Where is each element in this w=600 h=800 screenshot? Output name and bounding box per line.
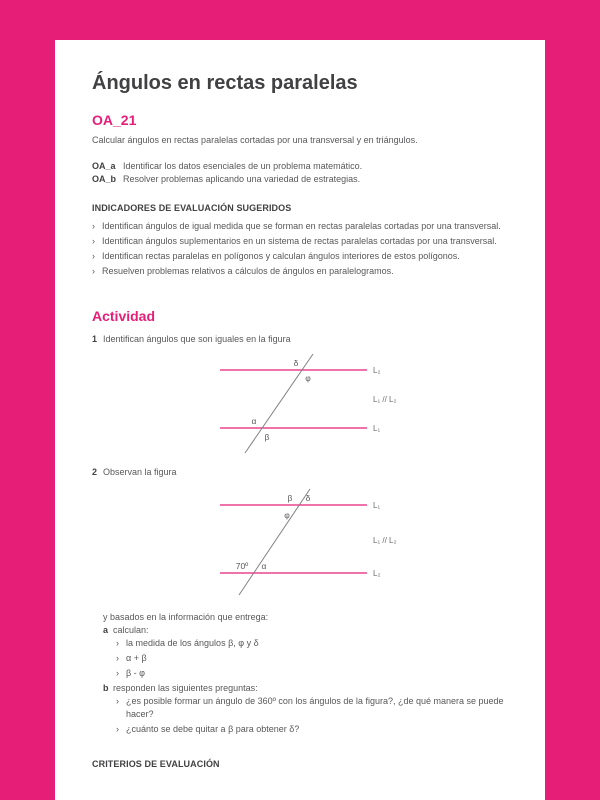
task-letter: b (103, 683, 109, 693)
bullet-marker: › (92, 236, 95, 246)
criteria-heading: CRITERIOS DE EVALUACIÓN (92, 759, 220, 769)
figure2-svg (217, 485, 417, 605)
bullet-marker: › (116, 724, 119, 734)
angle-label-70: 70º (235, 561, 249, 571)
oa-items (92, 160, 508, 186)
bullet-marker: › (116, 668, 119, 678)
angle-label-phi: φ (305, 373, 311, 383)
oa-item-code: OA_b (92, 174, 117, 184)
angle-label-phi: φ (284, 510, 290, 520)
list-item-text: Identifican ángulos de igual medida que se forman en rectas paralelas cortadas por una transversal. (102, 221, 501, 231)
list-item (116, 723, 508, 736)
angle-label-alpha: α (251, 416, 257, 426)
task-b (103, 682, 508, 695)
list-item-text: Resuelven problemas relativos a cálculos de ángulos en paralelogramos. (102, 266, 394, 276)
angle-label-beta: β (287, 493, 293, 503)
transversal-line (245, 354, 313, 453)
document-page (55, 40, 545, 800)
task-a-list (116, 637, 508, 680)
line-label-bottom: L₂ (373, 569, 381, 578)
list-item-text: ¿cuánto se debe quitar a β para obtener δ? (126, 724, 300, 734)
angle-label-beta: β (264, 432, 270, 442)
line-label-top: L₂ (373, 366, 381, 375)
activity-tasks (103, 611, 508, 736)
list-item (92, 235, 508, 248)
activity-item-1 (92, 333, 508, 346)
oa-code-heading: OA_21 (92, 112, 137, 128)
task-text: responden las siguientes preguntas: (113, 683, 258, 693)
oa-item-code: OA_a (92, 161, 116, 171)
item-text: Identifican ángulos que son iguales en la figura (103, 334, 291, 344)
line-label-top: L₁ (373, 501, 381, 510)
indicators-heading: INDICADORES DE EVALUACIÓN SUGERIDOS (92, 203, 292, 213)
list-item-text: Identifican ángulos suplementarios en un sistema de rectas paralelas cortadas por una transversal. (102, 236, 497, 246)
bullet-marker: › (92, 251, 95, 261)
list-item-text: β - φ (126, 668, 146, 678)
list-item-text: α + β (126, 653, 147, 663)
list-item (116, 637, 508, 650)
oa-description: Calcular ángulos en rectas paralelas cortadas por una transversal y en triángulos. (92, 135, 418, 145)
page-title: Ángulos en rectas paralelas (92, 72, 358, 94)
oa-item-text: Identificar los datos esenciales de un problema matemático. (123, 161, 363, 171)
item-number: 2 (92, 467, 98, 477)
list-item-text: ¿es posible formar un ángulo de 360º con los ángulos de la figura?, ¿de qué manera se puede hacer? (126, 696, 504, 719)
parallel-note: L₁ // L₂ (373, 536, 397, 545)
task-a (103, 624, 508, 637)
bullet-marker: › (116, 638, 119, 648)
bullet-marker: › (116, 696, 119, 706)
task-text: calculan: (113, 625, 149, 635)
activity-heading: Actividad (92, 308, 156, 324)
task-b-list (116, 695, 508, 736)
figure1-svg (217, 352, 417, 457)
activity-item-2 (92, 466, 508, 479)
bullet-marker: › (116, 653, 119, 663)
tasks-intro: y basados en la información que entrega: (103, 612, 269, 622)
list-item (116, 695, 508, 721)
angle-label-delta: δ (305, 493, 311, 503)
list-item (116, 667, 508, 680)
item-number: 1 (92, 334, 98, 344)
bullet-marker: › (92, 266, 95, 276)
angle-label-alpha: α (261, 561, 267, 571)
list-item (92, 265, 508, 278)
item-text: Observan la figura (103, 467, 177, 477)
oa-item-b (92, 173, 508, 186)
list-item-text: la medida de los ángulos β, φ y δ (126, 638, 259, 648)
parallel-note: L₁ // L₂ (373, 395, 397, 404)
oa-item-text: Resolver problemas aplicando una variedad de estrategias. (123, 174, 361, 184)
angle-label-delta: δ (293, 358, 299, 368)
figure-parallel-lines-2 (217, 485, 508, 605)
list-item (116, 652, 508, 665)
line-label-bottom: L₁ (373, 424, 381, 433)
list-item (92, 220, 508, 233)
oa-item-a (92, 160, 508, 173)
task-letter: a (103, 625, 109, 635)
indicators-list (92, 220, 508, 278)
figure-parallel-lines-1 (217, 352, 508, 457)
bullet-marker: › (92, 221, 95, 231)
list-item (92, 250, 508, 263)
list-item-text: Identifican rectas paralelas en polígonos y calculan ángulos interiores de estos polígonos. (102, 251, 460, 261)
